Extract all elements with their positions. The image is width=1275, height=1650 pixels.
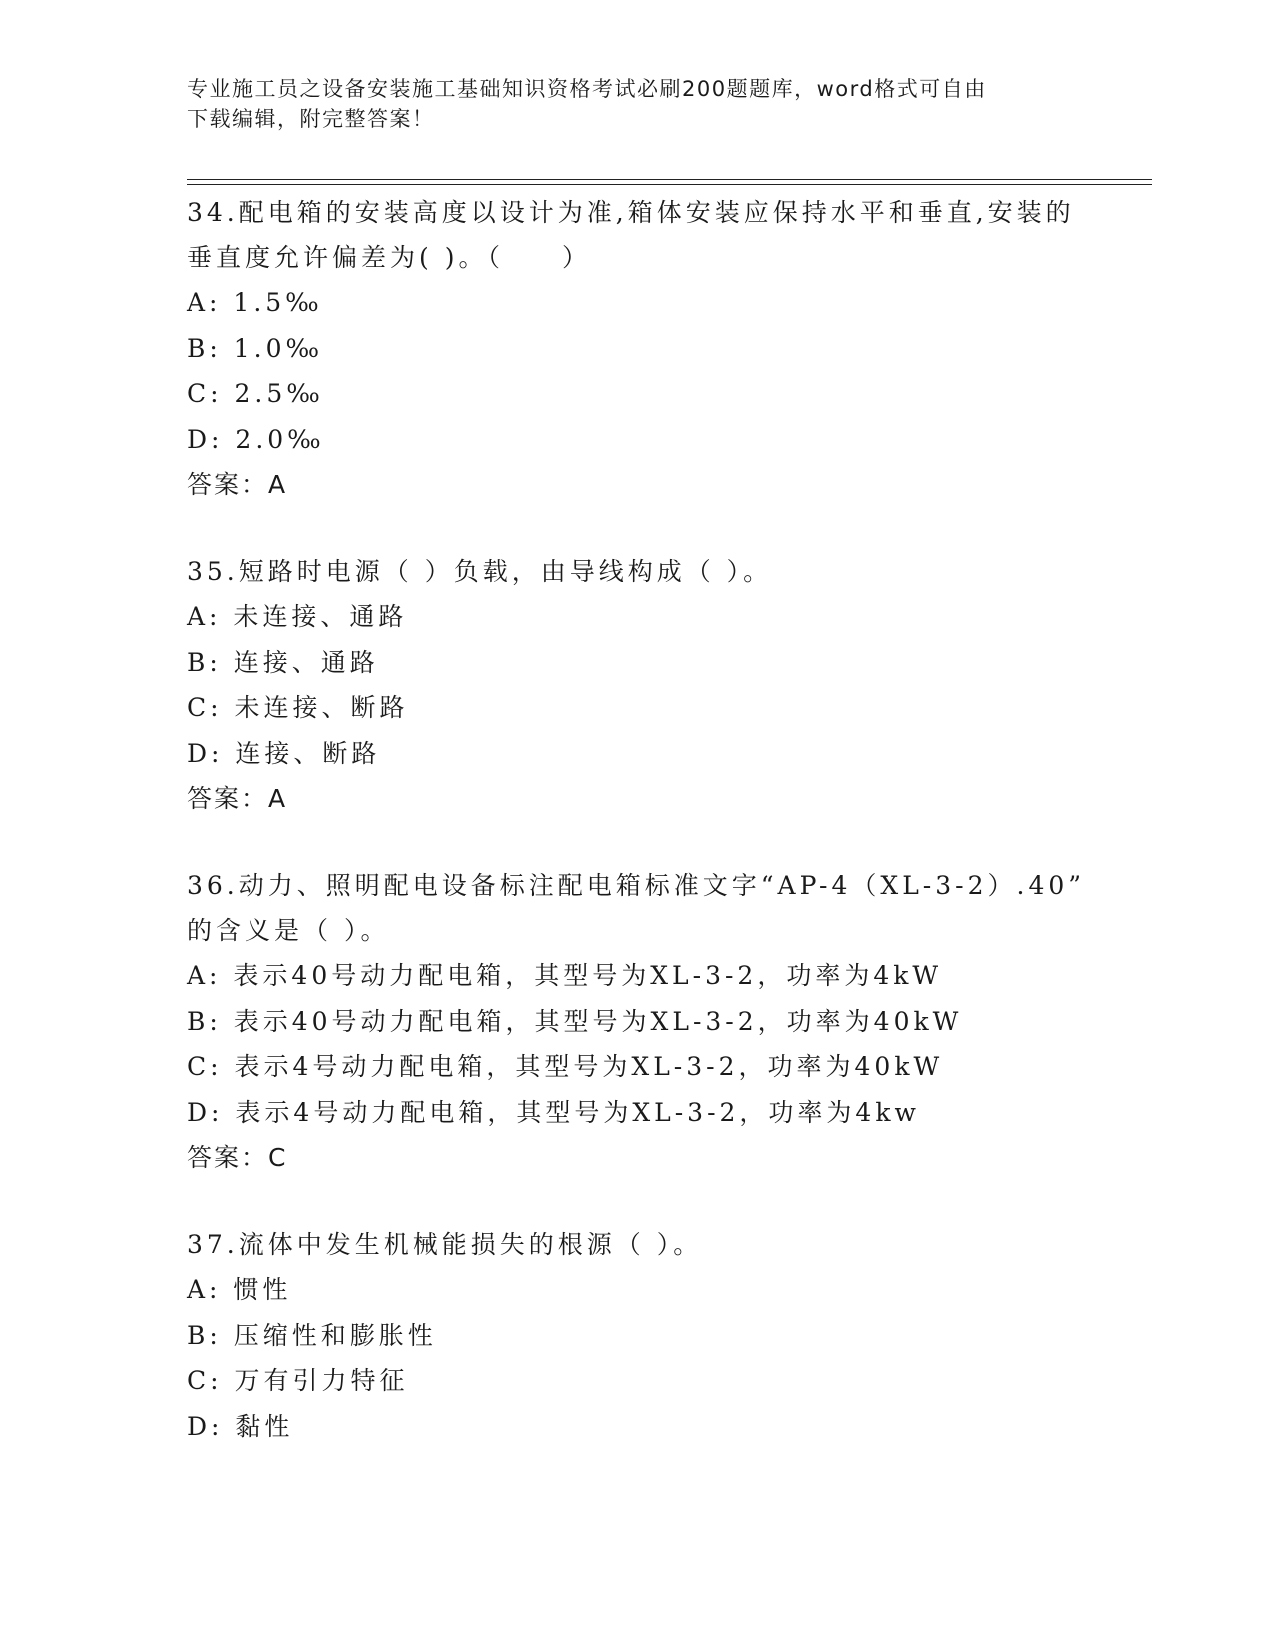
option-a: A: 1.5‰ <box>187 288 323 317</box>
option-c: C: 表示4号动力配电箱，其型号为XL-3-2，功率为40kW <box>187 1052 944 1081</box>
document-header <box>187 74 1067 134</box>
question-stem-line: 垂直度允许偏差为( )。（ ） <box>187 243 591 272</box>
question-stem-line: 37.流体中发生机械能损失的根源（ ）。 <box>187 1230 703 1259</box>
option-d: D: 连接、断路 <box>187 738 381 768</box>
header-line-2: 下载编辑，附完整答案！ <box>187 107 435 131</box>
question-37 <box>187 1222 1087 1449</box>
option-c: C: 未连接、断路 <box>187 693 409 722</box>
option-d: D: 2.0‰ <box>187 424 325 454</box>
option-c: C: 万有引力特征 <box>187 1366 409 1395</box>
question-stem-line: 的含义是（ ）。 <box>187 916 390 945</box>
answer-label: 答案：A <box>187 470 288 499</box>
option-a: A: 表示40号动力配电箱，其型号为XL-3-2，功率为4kW <box>187 961 943 990</box>
option-d: D: 表示4号动力配电箱，其型号为XL-3-2，功率为4kw <box>187 1097 920 1127</box>
option-d: D: 黏性 <box>187 1411 294 1441</box>
option-b: B: 表示40号动力配电箱，其型号为XL-3-2，功率为40kW <box>187 1006 963 1036</box>
question-stem-line: 35.短路时电源（ ）负载，由导线构成（ ）。 <box>187 557 773 586</box>
header-line-1: 专业施工员之设备安装施工基础知识资格考试必刷200题题库，word格式可自由 <box>187 77 987 101</box>
answer-label: 答案：C <box>187 1143 288 1172</box>
option-a: A: 惯性 <box>187 1275 292 1304</box>
question-36 <box>187 863 1087 1180</box>
header-divider-bottom <box>187 184 1152 185</box>
option-b: B: 压缩性和膨胀性 <box>187 1320 437 1350</box>
option-b: B: 1.0‰ <box>187 333 324 363</box>
option-a: A: 未连接、通路 <box>187 602 408 631</box>
answer-label: 答案：A <box>187 784 288 813</box>
question-34 <box>187 190 1087 507</box>
option-c: C: 2.5‰ <box>187 379 324 408</box>
option-b: B: 连接、通路 <box>187 647 379 677</box>
question-stem-line: 34.配电箱的安装高度以设计为准,箱体安装应保持水平和垂直,安装的 <box>187 198 1075 227</box>
question-35 <box>187 549 1087 821</box>
question-list <box>187 190 1087 1491</box>
question-stem-line: 36.动力、照明配电设备标注配电箱标准文字“AP-4（XL-3-2）.40” <box>187 871 1086 900</box>
header-divider-top <box>187 179 1152 180</box>
